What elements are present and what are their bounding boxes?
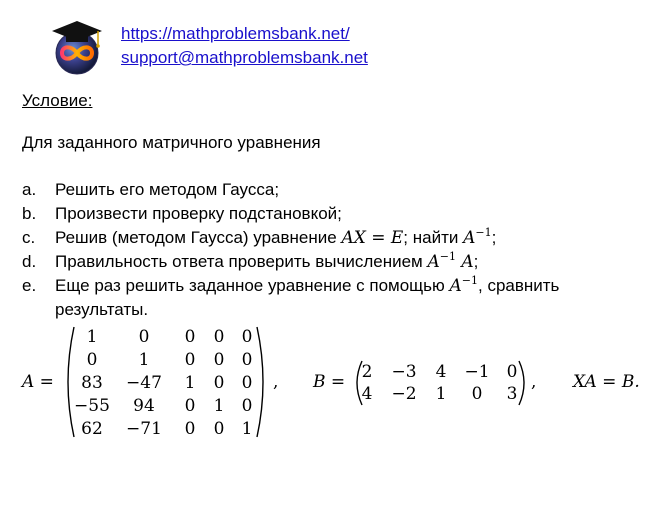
matrix-a-cell: 1 xyxy=(241,419,253,439)
matrix-a-cell: −47 xyxy=(126,373,162,393)
matrix-a-cell: 0 xyxy=(213,419,225,439)
matrix-a-cell: 0 xyxy=(241,373,253,393)
task-text: Еще раз решить заданное уравнение с помощью $A^{-1}$, сравнить результаты. xyxy=(55,274,560,319)
task-marker: a. xyxy=(22,180,37,199)
matrix-a-cell: 0 xyxy=(213,373,225,393)
matrix-a-cell: 0 xyxy=(241,396,253,416)
task-marker: c. xyxy=(22,228,36,247)
matrix-b-cell: 1 xyxy=(435,384,447,404)
matrix-a-cell: 0 xyxy=(184,327,196,347)
task-text: Правильность ответа проверить вычислением $A^{-1}$ A; xyxy=(55,250,479,272)
matrix-a-cell: 1 xyxy=(138,350,150,370)
website-link[interactable]: https://mathproblemsbank.net/ xyxy=(121,24,350,43)
matrix-b-right-paren xyxy=(517,360,529,406)
matrix-a-cell: 0 xyxy=(138,327,150,347)
matrix-b-cell: 0 xyxy=(506,362,518,382)
matrix-a-cell: 0 xyxy=(241,350,253,370)
task-text: Решить его методом Гаусса; xyxy=(55,180,280,199)
matrix-a-cell: 62 xyxy=(81,419,103,439)
matrix-a-cell: 0 xyxy=(86,350,98,370)
matrix-b-cell: −3 xyxy=(391,362,417,382)
task-text: Решив (методом Гаусса) уравнение AX = E; найти $A^{-1}$; xyxy=(55,226,497,248)
matrix-a-cell: 0 xyxy=(213,350,225,370)
matrix-a-cell: 1 xyxy=(184,373,196,393)
matrix-a-cell: 83 xyxy=(81,373,103,393)
separator-comma: , xyxy=(531,372,537,392)
matrix-b-cell: 2 xyxy=(361,362,373,382)
task-marker: e. xyxy=(22,276,37,295)
math-expression: $A^{-1}$ xyxy=(463,226,492,248)
matrix-a-label: A = xyxy=(22,372,54,392)
matrix-b-cell: 4 xyxy=(361,384,373,404)
email-link[interactable]: support@mathproblemsbank.net xyxy=(121,48,368,67)
matrix-b-label: B = xyxy=(313,372,346,392)
matrix-a-cell: −71 xyxy=(126,419,162,439)
matrix-a-cell: 1 xyxy=(86,327,98,347)
matrix-b-cell: −1 xyxy=(464,362,490,382)
math-expression: $A^{-1}$ A xyxy=(427,250,474,272)
math-expression: $A^{-1}$ xyxy=(449,274,478,296)
math-expression: AX = E xyxy=(341,228,404,248)
matrix-a-cell: 0 xyxy=(213,327,225,347)
matrix-b-cell: 4 xyxy=(435,362,447,382)
problem-intro: Для заданного матричного уравнения xyxy=(22,133,321,152)
matrix-a-cell: 0 xyxy=(184,350,196,370)
matrix-a-cell: 0 xyxy=(241,327,253,347)
matrix-a-right-paren xyxy=(255,326,269,438)
matrix-b-cell: −2 xyxy=(391,384,417,404)
problem-heading: Условие: xyxy=(22,91,93,110)
matrix-a-cell: −55 xyxy=(74,396,110,416)
matrix-b-cell: 0 xyxy=(471,384,483,404)
task-text: Произвести проверку подстановкой; xyxy=(55,204,342,223)
task-marker: d. xyxy=(22,252,37,271)
matrix-a-cell: 1 xyxy=(213,396,225,416)
equation-relation: XA = B. xyxy=(573,372,640,392)
separator-comma: , xyxy=(273,372,279,392)
matrix-a-cell: 0 xyxy=(184,396,196,416)
matrix-a-cell: 94 xyxy=(133,396,155,416)
matrix-a-cell: 0 xyxy=(184,419,196,439)
task-marker: b. xyxy=(22,204,37,223)
matrix-b-cell: 3 xyxy=(506,384,518,404)
